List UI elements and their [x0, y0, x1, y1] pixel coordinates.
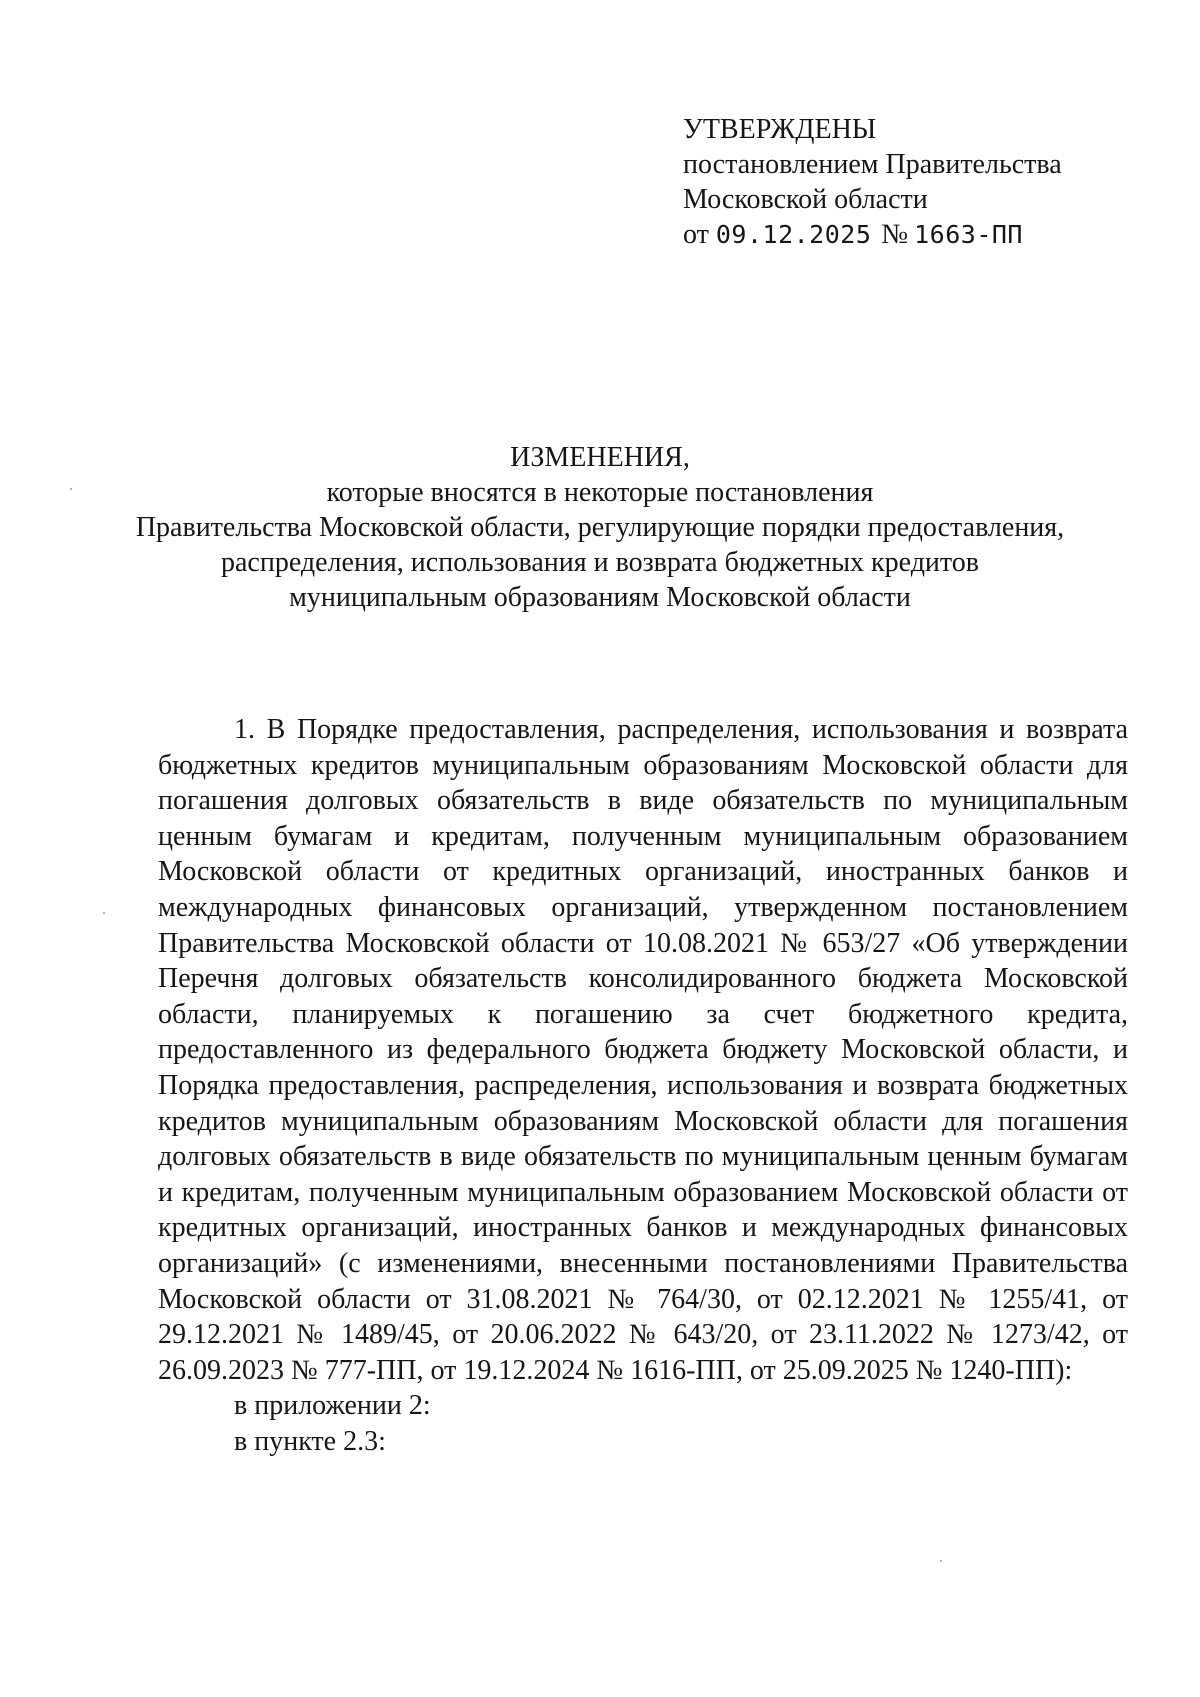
paragraph-1: 1. В Порядке предоставления, распределения, использования и возврата бюджетных кредитов муниципальным образованиям Московской области для погашения долговых обязательств в виде обязательств по муниципальным ценным бумагам и кредитам, полученным муниципальным образованием Московской области от кредитных организаций, иностранных банков и международных финансовых организаций, утвержденном постановлением Правительства Московской области от 10.08.2021 № 653/27 «Об утверждении Перечня долговых обязательств консолидированного бюджета Московской области, планируемых к погашению за счет бюджетного кредита, предоставленного из федерального бюджета бюджету Московской области, и Порядка предоставления, распределения, использования и возврата бюджетных кредитов муниципальным образованиям Московской области для погашения долговых обязательств в виде обязательств по муниципальным ценным бумагам и кредитам, полученным муниципальным образованием Московской области от кредитных организаций, иностранных банков и международных финансовых организаций» (с изменениями, внесенными постановлениями Правительства Московской области от 31.08.2021 № 764/30, от 02.12.2021 № 1255/41, от 29.12.2021 № 1489/45, от 20.06.2022 № 643/20, от 23.11.2022 № 1273/42, от 26.09.2023 № 777-ПП, от 19.12.2024 № 1616-ПП, от 25.09.2025 № 1240-ПП):: [158, 714, 1128, 1386]
title-line-2: Правительства Московской области, регулирующие порядки предоставления,: [135, 512, 1065, 543]
approval-heading: УТВЕРЖДЕНЫ: [683, 114, 877, 145]
approval-date-line: [683, 217, 1143, 252]
title-line-4: муниципальным образованиям Московской области: [289, 582, 911, 613]
approval-line-2: Московской области: [683, 184, 928, 215]
approval-number-sign: №: [881, 219, 909, 250]
document-body: [158, 712, 1128, 1459]
scan-speck: [70, 488, 72, 490]
title-line-3: распределения, использования и возврата бюджетных кредитов: [220, 547, 980, 578]
title-heading: ИЗМЕНЕНИЯ,: [510, 442, 690, 473]
scan-speck: [940, 1560, 942, 1562]
scan-speck: [103, 912, 105, 914]
approval-number: 1663-ПП: [914, 220, 1023, 249]
document-title: [100, 440, 1100, 615]
list-item-clause: в пункте 2.3:: [234, 1425, 386, 1457]
title-line-1: которые вносятся в некоторые постановления: [326, 477, 874, 508]
approval-date: 09.12.2025: [715, 220, 872, 249]
approval-from-label: от: [683, 219, 709, 250]
approval-block: [683, 112, 1143, 252]
list-item-appendix: в приложении 2:: [234, 1390, 431, 1422]
approval-line-1: постановлением Правительства: [683, 149, 1062, 180]
